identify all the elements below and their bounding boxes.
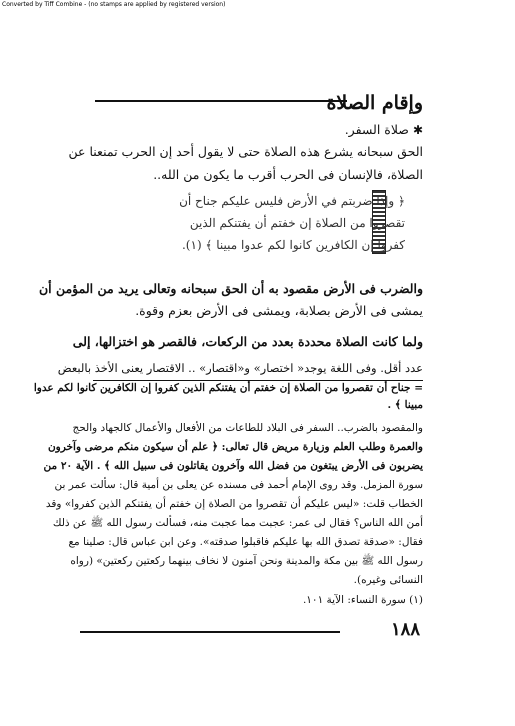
footnote-line: سورة المزمل. وقد روى الإمام أحمد فى مسنده عن يعلى بن أمية قال: سألت عمر بن	[54, 479, 423, 491]
body-line: والضرب فى الأرض مقصود به أن الحق سبحانه وتعالى يريد من المؤمن أن	[38, 281, 423, 296]
footnote-line: أمن الله الناس؟ فقال لى عمر: عجبت مما عجبت منه، فسألت رسول الله ﷺ عن ذلك	[52, 517, 423, 529]
footnote-line: الخطاب قلت: «ليس عليكم أن تقصروا من الصلاة إن خفتم أن يفتنكم الذين كفروا» وقد	[45, 498, 423, 510]
footer-rule	[80, 631, 340, 633]
section-heading	[93, 121, 423, 139]
footnote-line: فقال: «صدقة تصدق الله بها عليكم فاقبلوا صدقته». وعن ابن عباس قال: صلينا مع	[68, 536, 423, 548]
footnote-line: والعمرة وطلب العلم وزيارة مريض قال تعالى: ﴿ علم أن سيكون منكم مرضى وآخرون	[47, 441, 423, 453]
section-heading-text: صلاة السفر.	[344, 122, 409, 137]
body-line: عدد أقل. وفى اللغة يوجد« اختصار» و«اقتصار» .. الاقتصار يعنى الأخذ بالبعض	[57, 361, 423, 375]
intro-line: الصلاة، فالإنسان فى الحرب أقرب ما يكون من الله..	[153, 167, 423, 182]
footnote-line: رسول الله ﷺ بين مكة والمدينة ونحن آمنون لا نخاف بينهما ركعتين ركعتين» (رواه	[70, 555, 423, 567]
converter-banner: Converted by Tiff Combine - (no stamps are applied by registered version)	[2, 1, 226, 8]
quran-verse	[140, 190, 405, 256]
footnote-reference: (١) سورة النساء: الآية ١٠١.	[302, 594, 423, 606]
verse-line: كفروا إن الكافرين كانوا لكم عدوا مبينا ﴾ (١).	[181, 238, 405, 252]
body-line: يمشى فى الأرض بصلابة، ويمشى فى الأرض بعزم وقوة.	[135, 303, 423, 318]
verse-line: تقصروا من الصلاة إن خفتم أن يفتنكم الذين	[189, 216, 405, 230]
body-line: ولما كانت الصلاة محددة بعدد من الركعات، فالقصر هو اختزالها، إلى	[72, 334, 423, 349]
footnote-line: النسائى وغيره).	[353, 574, 423, 586]
running-header-title: وإقام الصلاة	[326, 92, 423, 114]
header-rule	[95, 100, 347, 102]
footnote-line: يضربون فى الأرض يبتغون من فضل الله وآخرون يقاتلون فى سبيل الله ﴾ . الآية ٢٠ من	[43, 460, 423, 472]
page-number: ١٨٨	[390, 619, 420, 640]
footnote-line: = جناح أن تقصروا من الصلاة إن خفتم أن يفتنكم الذين كفروا إن الكافرين كانوا لكم عدوا	[33, 382, 423, 394]
intro-line: الحق سبحانه يشرع هذه الصلاة حتى لا يقول أحد إن الحرب تمنعنا عن	[68, 144, 423, 159]
verse-line: ﴿ وإذا ضربتم في الأرض فليس عليكم جناح أن	[179, 194, 405, 208]
asterisk-bullet-icon: ✱	[412, 123, 423, 137]
footnote-line: والمقصود بالضرب.. السفر فى البلاد للطاعات من الأفعال والأعمال كالجهاد والحج	[72, 422, 423, 434]
footnote-line: مبينا ﴾ .	[387, 399, 423, 411]
